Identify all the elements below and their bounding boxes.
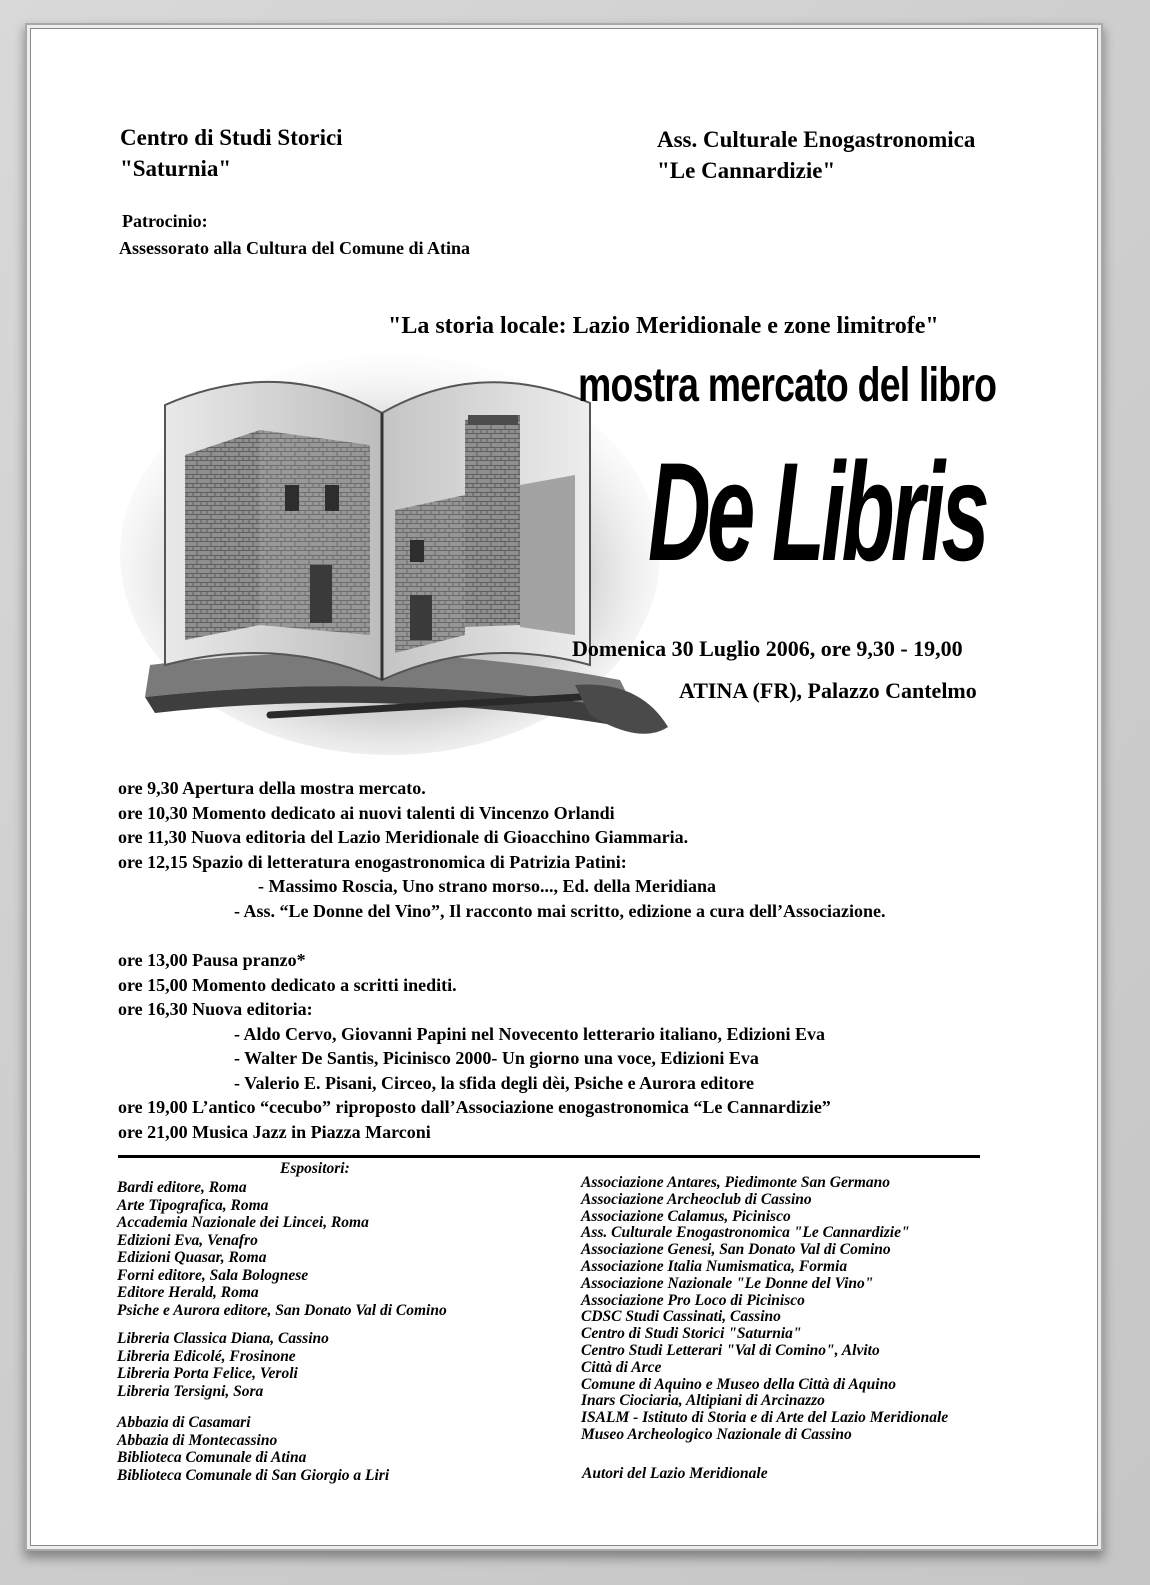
exhibitor-item: Bardi editore, Roma bbox=[117, 1179, 247, 1196]
organizer-left-line2: "Saturnia" bbox=[120, 156, 232, 181]
exhibitor-item: Accademia Nazionale dei Lincei, Roma bbox=[117, 1214, 369, 1231]
exhibitor-item: Editore Herald, Roma bbox=[117, 1284, 259, 1301]
organizer-left-line1: Centro di Studi Storici bbox=[120, 125, 343, 150]
exhibitor-item: Associazione Pro Loco di Picinisco bbox=[581, 1291, 805, 1309]
exhibitor-item: Abbazia di Casamari bbox=[117, 1414, 251, 1431]
exhibitors-left-group2 bbox=[117, 1330, 329, 1400]
exhibitors-title: Espositori: bbox=[280, 1160, 350, 1177]
exhibitor-item: Associazione Calamus, Picinisco bbox=[581, 1207, 791, 1225]
exhibitor-item: Città di Arce bbox=[581, 1358, 662, 1376]
exhibitor-item: ISALM - Istituto di Storia e di Arte del Lazio Meridionale bbox=[581, 1409, 949, 1427]
exhibitor-item: Centro Studi Letterari "Val di Comino", Alvito bbox=[581, 1341, 880, 1359]
organizer-right bbox=[657, 124, 975, 186]
schedule-line: ore 10,30 Momento dedicato ai nuovi talenti di Vincenzo Orlandi bbox=[118, 802, 615, 823]
exhibitor-item: Centro di Studi Storici "Saturnia" bbox=[581, 1325, 802, 1343]
exhibitor-item: Forni editore, Sala Bolognese bbox=[117, 1266, 309, 1284]
patronage-text: Assessorato alla Cultura del Comune di Atina bbox=[119, 238, 471, 258]
organizer-right-line1: Ass. Culturale Enogastronomica bbox=[657, 127, 976, 152]
exhibitor-item: Libreria Tersigni, Sora bbox=[117, 1382, 264, 1400]
exhibitor-item: Biblioteca Comunale di Atina bbox=[117, 1449, 307, 1466]
event-date: Domenica 30 Luglio 2006, ore 9,30 - 19,00 bbox=[572, 636, 963, 661]
exhibitor-item: Museo Archeologico Nazionale di Cassino bbox=[581, 1425, 852, 1443]
exhibitor-item: Inars Ciociaria, Altipiani di Arcinazzo bbox=[581, 1392, 825, 1410]
event-kind: mostra mercato del libro bbox=[578, 359, 997, 412]
schedule-line: ore 19,00 L’antico “cecubo” riproposto dall’Associazione enogastronomica “Le Cannardizie” bbox=[118, 1097, 831, 1117]
exhibitor-item: Biblioteca Comunale di San Giorgio a Liri bbox=[117, 1466, 390, 1484]
schedule-subitem: - Valerio E. Pisani, Circeo, la sfida degli dèi, Psiche e Aurora editore bbox=[234, 1072, 754, 1093]
exhibitor-item: Libreria Porta Felice, Veroli bbox=[117, 1365, 298, 1382]
schedule bbox=[118, 776, 885, 1144]
event-name: De Libris bbox=[648, 433, 986, 590]
exhibitor-item: Arte Tipografica, Roma bbox=[117, 1196, 269, 1214]
schedule-line: ore 12,15 Spazio di letteratura enogastronomica di Patrizia Patini: bbox=[118, 851, 627, 872]
exhibitor-item: Comune di Aquino e Museo della Città di Aquino bbox=[581, 1375, 896, 1393]
exhibitor-item: Associazione Antares, Piedimonte San Germano bbox=[581, 1174, 891, 1191]
event-place: ATINA (FR), Palazzo Cantelmo bbox=[679, 678, 977, 703]
exhibitor-item: Associazione Archeoclub di Cassino bbox=[581, 1190, 812, 1208]
event-subtitle: "La storia locale: Lazio Meridionale e zone limitrofe" bbox=[388, 313, 939, 339]
exhibitors-left-group3 bbox=[117, 1414, 389, 1484]
schedule-line: ore 15,00 Momento dedicato a scritti inediti. bbox=[118, 974, 457, 995]
exhibitors-left-group1 bbox=[117, 1179, 447, 1319]
exhibitor-item: Associazione Nazionale "Le Donne del Vino" bbox=[581, 1274, 874, 1292]
exhibitor-item: Psiche e Aurora editore, San Donato Val di Comino bbox=[117, 1301, 447, 1319]
schedule-line: ore 21,00 Musica Jazz in Piazza Marconi bbox=[118, 1121, 431, 1142]
schedule-subitem: - Walter De Santis, Picinisco 2000- Un giorno una voce, Edizioni Eva bbox=[234, 1048, 759, 1068]
exhibitors-right-group1 bbox=[581, 1175, 948, 1444]
exhibitor-item: Associazione Italia Numismatica, Formia bbox=[581, 1257, 848, 1275]
schedule-line: ore 13,00 Pausa pranzo* bbox=[118, 950, 306, 970]
exhibitor-item: Libreria Edicolé, Frosinone bbox=[117, 1347, 296, 1365]
organizer-right-line2: "Le Cannardizie" bbox=[657, 158, 836, 183]
exhibitor-item: Edizioni Eva, Venafro bbox=[117, 1231, 258, 1249]
schedule-subitem: - Ass. “Le Donne del Vino”, Il racconto mai scritto, edizione a cura dell’Associazione. bbox=[234, 900, 886, 921]
schedule-line: ore 11,30 Nuova editoria del Lazio Meridionale di Gioacchino Giammaria. bbox=[118, 827, 689, 847]
exhibitor-item: Associazione Genesi, San Donato Val di Comino bbox=[581, 1241, 891, 1259]
organizer-left bbox=[120, 122, 343, 184]
exhibitor-item: Libreria Classica Diana, Cassino bbox=[117, 1330, 329, 1347]
schedule-subitem: - Massimo Roscia, Uno strano morso..., Ed. della Meridiana bbox=[258, 876, 716, 896]
divider-rule bbox=[118, 1155, 980, 1158]
exhibitor-item: CDSC Studi Cassinati, Cassino bbox=[581, 1308, 781, 1326]
schedule-subitem: - Aldo Cervo, Giovanni Papini nel Novecento letterario italiano, Edizioni Eva bbox=[234, 1023, 825, 1044]
schedule-line: ore 16,30 Nuova editoria: bbox=[118, 999, 313, 1019]
exhibitor-item: Abbazia di Montecassino bbox=[117, 1431, 278, 1449]
patronage-label: Patrocinio: bbox=[122, 211, 208, 231]
exhibitor-item: Edizioni Quasar, Roma bbox=[117, 1249, 267, 1266]
exhibitor-item-last: Autori del Lazio Meridionale bbox=[582, 1465, 768, 1482]
exhibitor-item: Ass. Culturale Enogastronomica "Le Cannardizie" bbox=[581, 1224, 910, 1242]
schedule-line: ore 9,30 Apertura della mostra mercato. bbox=[118, 778, 426, 798]
